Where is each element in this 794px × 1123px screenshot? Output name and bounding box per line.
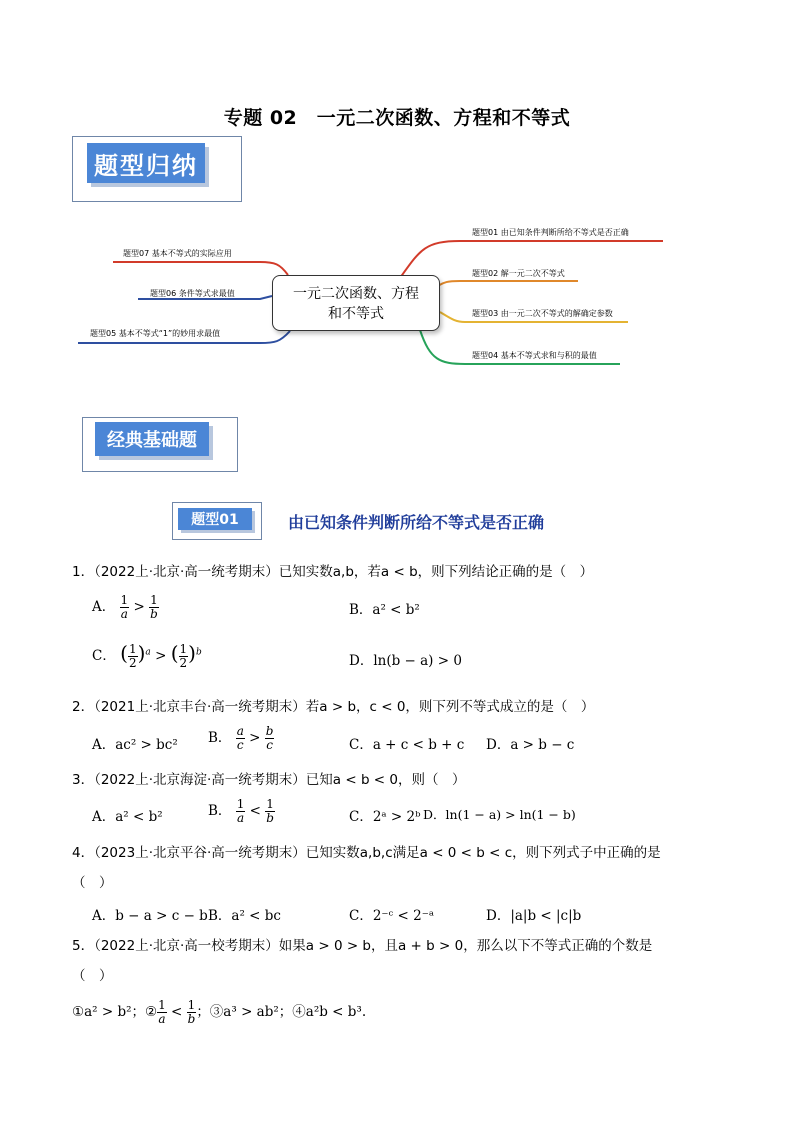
q1-option-c: C． ( $\frac{1}{2}$ )$^a$ > ( $\frac{1}{2}$ )$^b$	[92, 641, 202, 670]
q2-option-a: A．ac² > bc²	[92, 737, 178, 753]
mindmap-item-r2: 题型02 解一元二次不等式	[472, 269, 565, 278]
q1-option-c-label: C．	[92, 648, 116, 664]
mindmap-item-r3: 题型03 由一元二次不等式的解确定参数	[472, 309, 613, 318]
q2-option-c: C．a + c < b + c	[349, 737, 465, 753]
q3-option-b: B． $\frac{1}{a}$ < $\frac{1}{b}$	[208, 797, 274, 825]
mindmap-item-l1: 题型07 基本不等式的实际应用	[123, 249, 232, 258]
q2-option-b-label: B．	[208, 730, 232, 746]
page-title: 专题 02 一元二次函数、方程和不等式	[223, 107, 571, 129]
q3-option-b-label: B．	[208, 803, 232, 819]
question-2-stem: 2．（2021上·北京丰台·高一统考期末）若a > b，c < 0，则下列不等式成立的是（ ）	[72, 699, 595, 715]
q5-statements: ①a² > b²；② $\frac{1}{a}$ < $\frac{1}{b}$ ；③a³ > ab²；④a²b < b³.	[72, 998, 367, 1026]
question-1-stem: 1．（2022上·北京·高一统考期末）已知实数a,b，若a < b，则下列结论正确的是（ ）	[72, 564, 594, 580]
q4-option-b: B．a² < bc	[208, 908, 281, 924]
section-title: 由已知条件判断所给不等式是否正确	[288, 513, 545, 532]
q3-option-c: C．2ᵃ > 2ᵇ	[349, 809, 421, 825]
section-tag	[172, 502, 262, 540]
question-4-stem-cont: （ ）	[72, 875, 113, 891]
q4-option-a: A．b − a > c − b	[92, 908, 208, 924]
question-4-stem: 4．（2023上·北京平谷·高一统考期末）已知实数a,b,c满足a < 0 < b < c，则下列式子中正确的是	[72, 845, 661, 861]
mm-line-l1	[113, 262, 288, 275]
mindmap-item-r1: 题型01 由已知条件判断所给不等式是否正确	[472, 228, 629, 237]
q2-option-d: D．a > b − c	[486, 737, 575, 753]
section-tag-label: 题型01	[178, 508, 252, 530]
q3-option-d: D．ln(1 − a) > ln(1 − b)	[423, 807, 576, 822]
q4-option-d: D．|a|b < |c|b	[486, 908, 582, 924]
q5-statements-part1: ①a² > b²；②	[72, 1004, 158, 1020]
mm-line-r2	[432, 281, 578, 290]
mindmap-lines	[0, 0, 794, 420]
mindmap-center-line2: 和不等式	[328, 306, 384, 322]
q3-option-a: A．a² < b²	[92, 809, 163, 825]
mindmap-center	[272, 275, 440, 331]
question-5-stem-cont: （ ）	[72, 968, 113, 984]
q1-option-a-label: A．	[92, 599, 116, 615]
mindmap-item-l2: 题型06 条件等式求最值	[150, 289, 235, 298]
mindmap-item-l3: 题型05 基本不等式“1”的妙用求最值	[90, 329, 221, 338]
q1-option-b: B．a² < b²	[349, 602, 420, 618]
question-5-stem: 5．（2022上·北京·高一校考期末）如果a > 0 > b，且a + b > 0，那么以下不等式正确的个数是	[72, 938, 653, 954]
q5-statements-part2: ；③a³ > ab²；④a²b < b³.	[196, 1004, 367, 1020]
q1-option-d: D．ln(b − a) > 0	[349, 653, 462, 669]
summary-banner-label: 题型归纳	[87, 143, 205, 183]
question-3-stem: 3．（2022上·北京海淀·高一统考期末）已知a < b < 0，则（ ）	[72, 772, 466, 788]
basic-banner-label: 经典基础题	[95, 422, 209, 456]
mindmap-item-r4: 题型04 基本不等式求和与积的最值	[472, 351, 597, 360]
q1-option-a: A． $\frac{1}{a}$ > $\frac{1}{b}$	[92, 593, 158, 621]
q4-option-c: C．2⁻ᶜ < 2⁻ᵃ	[349, 908, 435, 924]
mindmap-center-line1: 一元二次函数、方程	[293, 286, 419, 302]
basic-banner	[82, 417, 238, 472]
q2-option-b: B． $\frac{a}{c}$ > $\frac{b}{c}$	[208, 724, 274, 752]
